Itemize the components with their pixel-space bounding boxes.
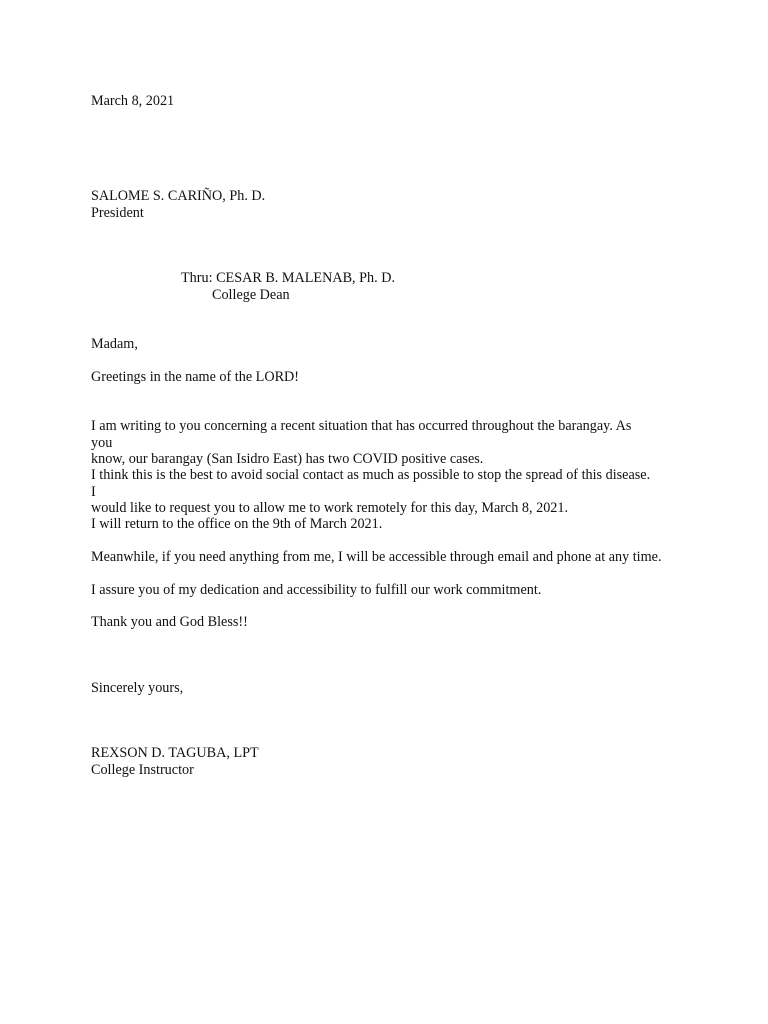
body-paragraph-3: I will return to the office on the 9th of March 2021. bbox=[91, 516, 383, 532]
recipient-name: SALOME S. CARIÑO, Ph. D. bbox=[91, 188, 266, 204]
greeting: Greetings in the name of the LORD! bbox=[91, 369, 300, 385]
signatory-name: REXSON D. TAGUBA, LPT bbox=[91, 745, 259, 761]
signatory-title: College Instructor bbox=[91, 762, 194, 778]
body-paragraph-1: I am writing to you concerning a recent situation that has occurred throughout the barangay. As you know, our barangay (San Isidro East) has two COVID positive cases. bbox=[91, 418, 632, 467]
body-paragraph-6: Thank you and God Bless!! bbox=[91, 614, 248, 630]
body-paragraph-5: I assure you of my dedication and accessibility to fulfill our work commitment. bbox=[91, 582, 542, 598]
body-paragraph-2: I think this is the best to avoid social contact as much as possible to stop the spread of this disease. I would like to request you to allow me to work remotely for this day, March 8, 2021. bbox=[91, 467, 651, 516]
thru-title: College Dean bbox=[212, 287, 290, 303]
letter-date: March 8, 2021 bbox=[91, 93, 175, 109]
thru-name: Thru: CESAR B. MALENAB, Ph. D. bbox=[181, 270, 396, 286]
salutation: Madam, bbox=[91, 336, 138, 352]
recipient-title: President bbox=[91, 205, 144, 221]
body-paragraph-4: Meanwhile, if you need anything from me, I will be accessible through email and phone at any time. bbox=[91, 549, 662, 565]
closing: Sincerely yours, bbox=[91, 680, 184, 696]
